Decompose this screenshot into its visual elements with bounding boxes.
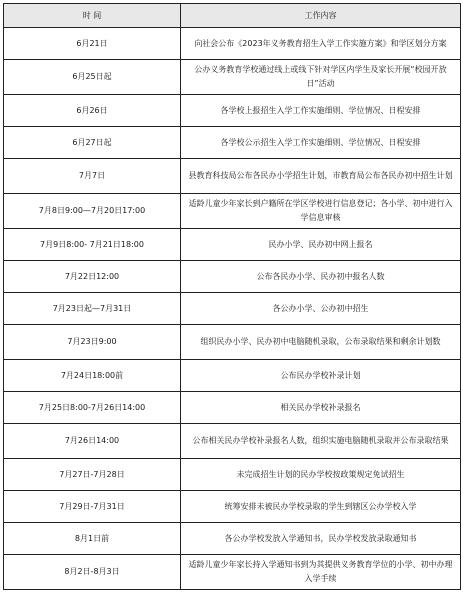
cell-work: 公布各民办小学、民办初中报名人数: [181, 261, 461, 293]
table-row: [4, 555, 461, 590]
table-header-row: [4, 4, 461, 28]
cell-time: 6月27日起: [4, 127, 181, 159]
table-row: [4, 523, 461, 555]
cell-time: 7月25日8:00-7月26日14:00: [4, 392, 181, 424]
table-row: [4, 127, 461, 159]
cell-time: 7月27日-7月28日: [4, 459, 181, 491]
table-row: [4, 360, 461, 392]
table-row: [4, 491, 461, 523]
cell-work: 各公办学校发放入学通知书，民办学校发放录取通知书: [181, 523, 461, 555]
table-row: [4, 392, 461, 424]
cell-work: 公布相关民办学校补录报名人数，组织实施电脑随机录取并公布录取结果: [181, 424, 461, 459]
cell-time: 6月26日: [4, 95, 181, 127]
cell-time: 7月7日: [4, 159, 181, 194]
cell-work: 民办小学、民办初中网上报名: [181, 229, 461, 261]
table-row: [4, 261, 461, 293]
table-row: [4, 325, 461, 360]
table-row: [4, 459, 461, 491]
cell-time: 7月29日-7月31日: [4, 491, 181, 523]
cell-work: 向社会公布《2023年义务教育招生入学工作实施方案》和学区划分方案: [181, 28, 461, 60]
table-row: [4, 424, 461, 459]
table-row: [4, 95, 461, 127]
table-row: [4, 159, 461, 194]
cell-time: 7月23日9:00: [4, 325, 181, 360]
cell-time: 6月25日起: [4, 60, 181, 95]
cell-work: 适龄儿童少年家长持入学通知书到为其提供义务教育学位的小学、初中办理入学手续: [181, 555, 461, 590]
cell-work: 相关民办学校补录报名: [181, 392, 461, 424]
cell-work: 县教育科技局公布各民办小学招生计划，市教育局公布各民办初中招生计划: [181, 159, 461, 194]
table-row: [4, 229, 461, 261]
cell-time: 8月2日-8月3日: [4, 555, 181, 590]
table-row: [4, 28, 461, 60]
cell-time: 7月23日起—7月31日: [4, 293, 181, 325]
cell-work: 各学校上报招生入学工作实施细则、学位情况、日程安排: [181, 95, 461, 127]
cell-time: 6月21日: [4, 28, 181, 60]
cell-time: 8月1日前: [4, 523, 181, 555]
cell-work: 各公办小学、公办初中招生: [181, 293, 461, 325]
cell-work: 各学校公示招生入学工作实施细则、学位情况、日程安排: [181, 127, 461, 159]
cell-work: 组织民办小学、民办初中电脑随机录取，公布录取结果和剩余计划数: [181, 325, 461, 360]
cell-time: 7月26日14:00: [4, 424, 181, 459]
cell-time: 7月24日18:00前: [4, 360, 181, 392]
cell-work: 统筹安排未被民办学校录取的学生到辖区公办学校入学: [181, 491, 461, 523]
cell-work: 适龄儿童少年家长到户籍所在学区学校进行信息登记；各小学、初中进行入学信息审核: [181, 194, 461, 229]
cell-time: 7月9日8:00- 7月21日18:00: [4, 229, 181, 261]
cell-time: 7月22日12:00: [4, 261, 181, 293]
header-time: 时 间: [4, 4, 181, 28]
cell-work: 公布民办学校补录计划: [181, 360, 461, 392]
header-work: 工作内容: [181, 4, 461, 28]
cell-work: 公办义务教育学校通过线上或线下针对学区内学生及家长开展“校园开放日”活动: [181, 60, 461, 95]
cell-work: 未完成招生计划的民办学校按政策规定免试招生: [181, 459, 461, 491]
table-row: [4, 60, 461, 95]
table-row: [4, 293, 461, 325]
table-row: [4, 194, 461, 229]
cell-time: 7月8日9:00—7月20日17:00: [4, 194, 181, 229]
schedule-table: [3, 3, 461, 590]
